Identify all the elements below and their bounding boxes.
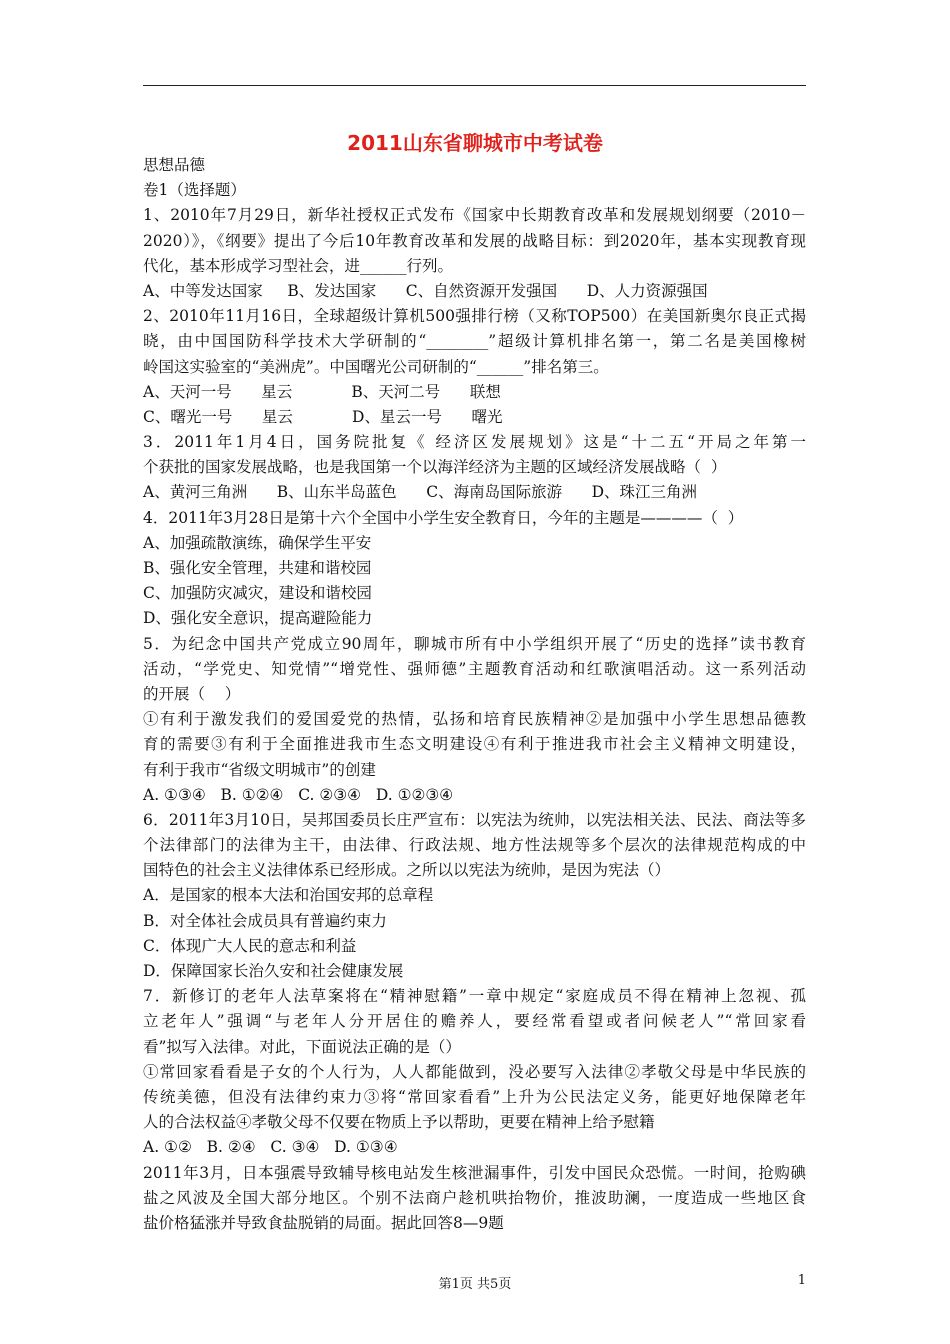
text-line: B．对全体社会成员具有普遍约束力 [143,911,387,930]
text-line: 思想品德 [143,156,206,174]
text-line: 2、2010年11月16日，全球超级计算机500强排行榜（又称TOP500）在美国新奥尔良正式揭 [143,307,806,326]
text-line: 人的合法权益④孝敬父母不仅要在物质上予以帮助，更要在精神上给予慰籍 [143,1113,655,1132]
text-line: B、强化安全管理，共建和谐校园 [143,559,372,577]
text-line: 卷1（选择题） [143,181,246,200]
text-line: 1、2010年7月29日，新华社授权正式发布《国家中长期教育改革和发展规划纲要（2010－ [143,206,806,225]
text-line: 有利于我市“省级文明城市”的创建 [143,760,376,779]
text-line: 6．2011年3月10日，吴邦国委员长庄严宣布：以宪法为统帅，以宪法相关法、民法、商法等多 [143,810,806,829]
text-line: A、加强疏散演练，确保学生平安 [143,533,372,552]
text-line: 盐之风波及全国大部分地区。个别不法商户趁机哄抬物价，推波助澜，一度造成一些地区食 [143,1188,806,1207]
text-line: 个获批的国家发展战略，也是我国第一个以海洋经济为主题的区域经济发展战略（ ） [143,458,727,477]
text-line: D、强化安全意识，提高避险能力 [143,609,373,628]
text-line: 国特色的社会主义法律体系已经形成。之所以以宪法为统帅，是因为宪法（） [143,861,671,880]
text-line: A、天河一号 星云 B、天河二号 联想 [143,382,501,401]
header-rule [143,85,806,86]
text-line: 盐价格猛涨并导致食盐脱销的局面。据此回答8—9题 [143,1213,504,1232]
text-line: C．体现广大人民的意志和利益 [143,936,357,955]
text-line: C、曙光一号 星云 D、星云一号 曙光 [143,407,503,426]
text-line: C、加强防灾减灾，建设和谐校园 [143,584,372,603]
text-line: 的开展（ ） [143,684,241,703]
page-footer-number: 1 [797,1273,806,1288]
text-line: ①有利于激发我们的爱国爱党的热情，弘扬和培育民族精神②是加强中小学生思想品德教 [143,710,806,729]
text-line: 个法律部门的法律为主干，由法律、行政法规、地方性法规等多个层次的法律规范构成的中 [143,836,806,855]
text-line: 看”拟写入法律。对此，下面说法正确的是（） [143,1037,461,1056]
page-title: 2011山东省聊城市中考试卷 [347,131,603,155]
text-line: 3．2011年1月4日，国务院批复《 经济区发展规划》这是“十二五“开局之年第一 [143,433,806,452]
text-line: 7．新修订的老年人法草案将在“精神慰籍”一章中规定“家庭成员不得在精神上忽视、孤 [143,987,806,1006]
text-line: 4．2011年3月28日是第十六个全国中小学生安全教育日，今年的主题是————（ ） [143,508,744,527]
text-line: 5．为纪念中国共产党成立90周年，聊城市所有中小学组织开展了“历史的选择”读书教育 [143,634,806,653]
text-line: 代化，基本形成学习型社会，进______行列。 [143,256,454,275]
text-line: 立老年人”强调“与老年人分开居住的赡养人，要经常看望或者问候老人”“常回家看 [143,1012,806,1031]
page-footer-label: 第1页 共5页 [438,1277,512,1292]
text-line: 晓，由中国国防科学技术大学研制的“________”超级计算机排名第一，第二名是美国橡树 [143,332,806,351]
text-line: 育的需要③有利于全面推进我市生态文明建设④有利于推进我市社会主义精神文明建设， [143,735,806,754]
text-line: A、黄河三角洲 B、山东半岛蓝色 C、海南岛国际旅游 D、珠江三角洲 [143,483,698,502]
text-line: ①常回家看看是子女的个人行为，人人都能做到，没必要写入法律②孝敬父母是中华民族的 [143,1062,806,1081]
text-line: 活动，“学党史、知党情”“增党性、强师德”主题教育活动和红歌演唱活动。这一系列活动 [143,659,806,678]
exam-body [143,153,806,1236]
text-line: 岭国这实验室的“美洲虎”。中国曙光公司研制的“______”排名第三。 [143,357,609,376]
text-line: A、中等发达国家 B、发达国家 C、自然资源开发强国 D、人力资源强国 [143,281,708,300]
text-line: A. ①③④ B. ①②④ C. ②③④ D. ①②③④ [143,785,454,804]
text-line: 传统美德，但没有法律约束力③将“常回家看看”上升为公民法定义务，能更好地保障老年 [143,1087,806,1106]
text-line: 2011年3月，日本强震导致辅导核电站发生核泄漏事件，引发中国民众恐慌。一时间，抢购碘 [143,1163,806,1182]
text-line: A. ①② B. ②④ C. ③④ D. ①③④ [143,1138,398,1157]
text-line: A．是国家的根本大法和治国安邦的总章程 [143,886,434,905]
text-line: D．保障国家长治久安和社会健康发展 [143,962,404,980]
text-line: 2020）》，《纲要》提出了今后10年教育改革和发展的战略目标：到2020年，基本实现教育现 [143,231,806,250]
